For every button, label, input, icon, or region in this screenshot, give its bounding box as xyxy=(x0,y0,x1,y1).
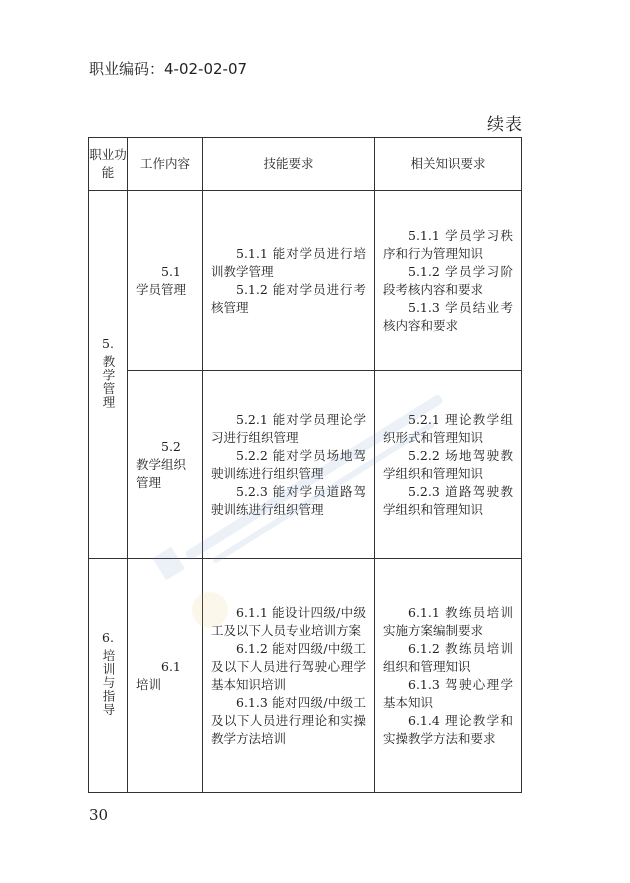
function-number: 5. xyxy=(102,336,114,351)
knowledge-cell xyxy=(375,559,522,793)
table-header-row xyxy=(89,138,522,191)
knowledge-item: 5.2.3 道路驾驶教学组织和管理知识 xyxy=(383,483,513,517)
knowledge-item: 5.2.1 理论教学组织形式和管理知识 xyxy=(383,411,513,445)
continued-table-label: 续表 xyxy=(487,115,523,135)
knowledge-item: 6.1.4 理论教学和实操教学方法和要求 xyxy=(383,712,513,746)
function-name: 培训与指导 xyxy=(101,649,116,717)
knowledge-item: 6.1.2 教练员培训组织和管理知识 xyxy=(383,640,513,674)
table-row xyxy=(89,371,522,559)
knowledge-item: 5.1.1 学员学习秩序和行为管理知识 xyxy=(383,227,513,261)
function-name: 教学管理 xyxy=(101,355,116,409)
skill-cell xyxy=(203,371,375,559)
occupation-code: 职业编码：4-02-02-07 xyxy=(89,60,248,78)
skill-item: 5.1.2 能对学员进行考核管理 xyxy=(211,281,366,315)
knowledge-item: 6.1.1 教练员培训实施方案编制要求 xyxy=(383,604,513,638)
knowledge-item: 5.2.2 场地驾驶教学组织和管理知识 xyxy=(383,447,513,481)
knowledge-item: 6.1.3 驾驶心理学基本知识 xyxy=(383,676,513,710)
skill-item: 5.2.3 能对学员道路驾驶训练进行组织管理 xyxy=(211,483,366,517)
knowledge-item: 5.1.3 学员结业考核内容和要求 xyxy=(383,299,513,333)
skill-item: 5.2.2 能对学员场地驾驶训练进行组织管理 xyxy=(211,447,366,481)
skill-item: 6.1.2 能对四级/中级工及以下人员进行驾驶心理学基本知识培训 xyxy=(211,640,366,692)
knowledge-cell xyxy=(375,371,522,559)
skill-cell xyxy=(203,191,375,371)
knowledge-cell xyxy=(375,191,522,371)
work-content-cell xyxy=(128,559,203,793)
skill-item: 6.1.3 能对四级/中级工及以下人员进行理论和实操教学方法培训 xyxy=(211,694,366,746)
function-number: 6. xyxy=(102,630,114,646)
work-content-text: 6.1 培训 xyxy=(136,658,181,692)
work-content-cell xyxy=(128,191,203,371)
skill-item: 5.1.1 能对学员进行培训教学管理 xyxy=(211,245,366,279)
skill-item: 6.1.1 能设计四级/中级工及以下人员专业培训方案 xyxy=(211,604,366,638)
page-number: 30 xyxy=(89,806,109,824)
knowledge-item: 5.1.2 学员学习阶段考核内容和要求 xyxy=(383,263,513,297)
function-cell-5 xyxy=(89,191,128,559)
function-cell-6 xyxy=(89,559,128,793)
work-content-text: 5.1 学员管理 xyxy=(136,263,187,297)
table-row xyxy=(89,559,522,793)
header-skill-requirements: 技能要求 xyxy=(203,138,375,191)
header-work-content: 工作内容 xyxy=(128,138,203,191)
skill-cell xyxy=(203,559,375,793)
table-row xyxy=(89,191,522,371)
header-function: 职业功能 xyxy=(89,138,128,191)
header-knowledge-requirements: 相关知识要求 xyxy=(375,138,522,191)
skills-table xyxy=(88,137,522,793)
skill-item: 5.2.1 能对学员理论学习进行组织管理 xyxy=(211,411,366,445)
work-content-cell xyxy=(128,371,203,559)
work-content-text: 5.2 教学组织管理 xyxy=(136,438,187,490)
